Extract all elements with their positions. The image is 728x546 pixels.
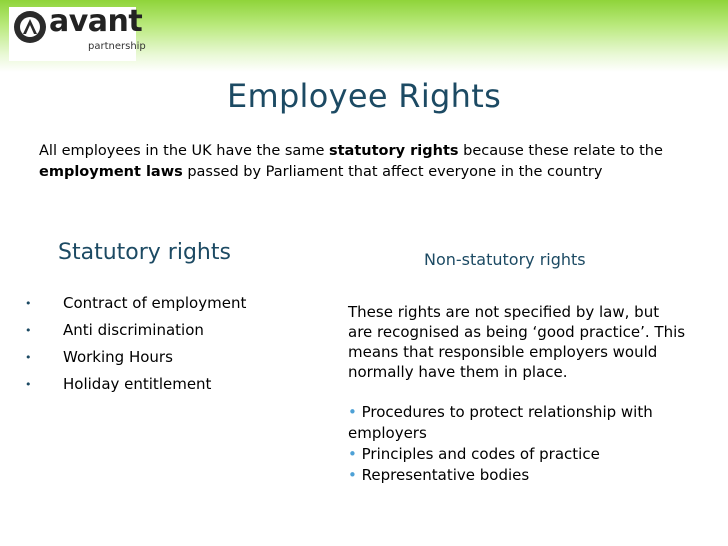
logo-mark-icon xyxy=(12,9,48,45)
intro-text-2: because these relate to the xyxy=(458,143,663,159)
list-item xyxy=(348,402,688,444)
list-item xyxy=(22,320,246,347)
intro-paragraph xyxy=(39,141,689,183)
list-item-label: Working Hours xyxy=(63,348,173,366)
bullet-icon: • xyxy=(25,351,32,364)
statutory-list xyxy=(22,293,246,401)
list-item-label: Principles and codes of practice xyxy=(361,445,600,463)
intro-bold-employment: employment laws xyxy=(39,164,183,180)
list-item xyxy=(22,374,246,401)
list-item-label: Procedures to protect relationship with employers xyxy=(348,403,653,442)
bullet-icon: • xyxy=(25,378,32,391)
list-item-label: Holiday entitlement xyxy=(63,375,212,393)
intro-text-1: All employees in the UK have the same xyxy=(39,143,329,159)
bullet-icon: • xyxy=(348,466,357,484)
intro-text-3: passed by Parliament that affect everyone in the country xyxy=(182,164,603,180)
non-statutory-description: These rights are not specified by law, but are recognised as being ‘good practice’. This means that responsible employers would normally have them in place. xyxy=(348,303,686,381)
non-statutory-heading: Non-statutory rights xyxy=(424,250,586,269)
list-item-label: Representative bodies xyxy=(361,466,530,484)
logo-subtitle: partnership xyxy=(88,41,146,52)
list-item xyxy=(22,347,246,374)
bullet-icon: • xyxy=(348,403,357,421)
list-item xyxy=(348,465,688,486)
list-item xyxy=(22,293,246,320)
page-title: Employee Rights xyxy=(226,77,502,115)
list-item-label: Anti discrimination xyxy=(63,321,204,339)
list-item-label: Contract of employment xyxy=(63,294,247,312)
logo xyxy=(9,4,146,61)
bullet-icon: • xyxy=(348,445,357,463)
non-statutory-column xyxy=(348,302,688,486)
bullet-icon: • xyxy=(25,324,32,337)
intro-bold-statutory: statutory rights xyxy=(328,143,459,159)
bullet-icon: • xyxy=(25,297,32,310)
logo-brand: avant xyxy=(49,4,143,39)
statutory-heading: Statutory rights xyxy=(58,240,231,265)
list-item xyxy=(348,444,688,465)
non-statutory-list xyxy=(348,402,688,486)
